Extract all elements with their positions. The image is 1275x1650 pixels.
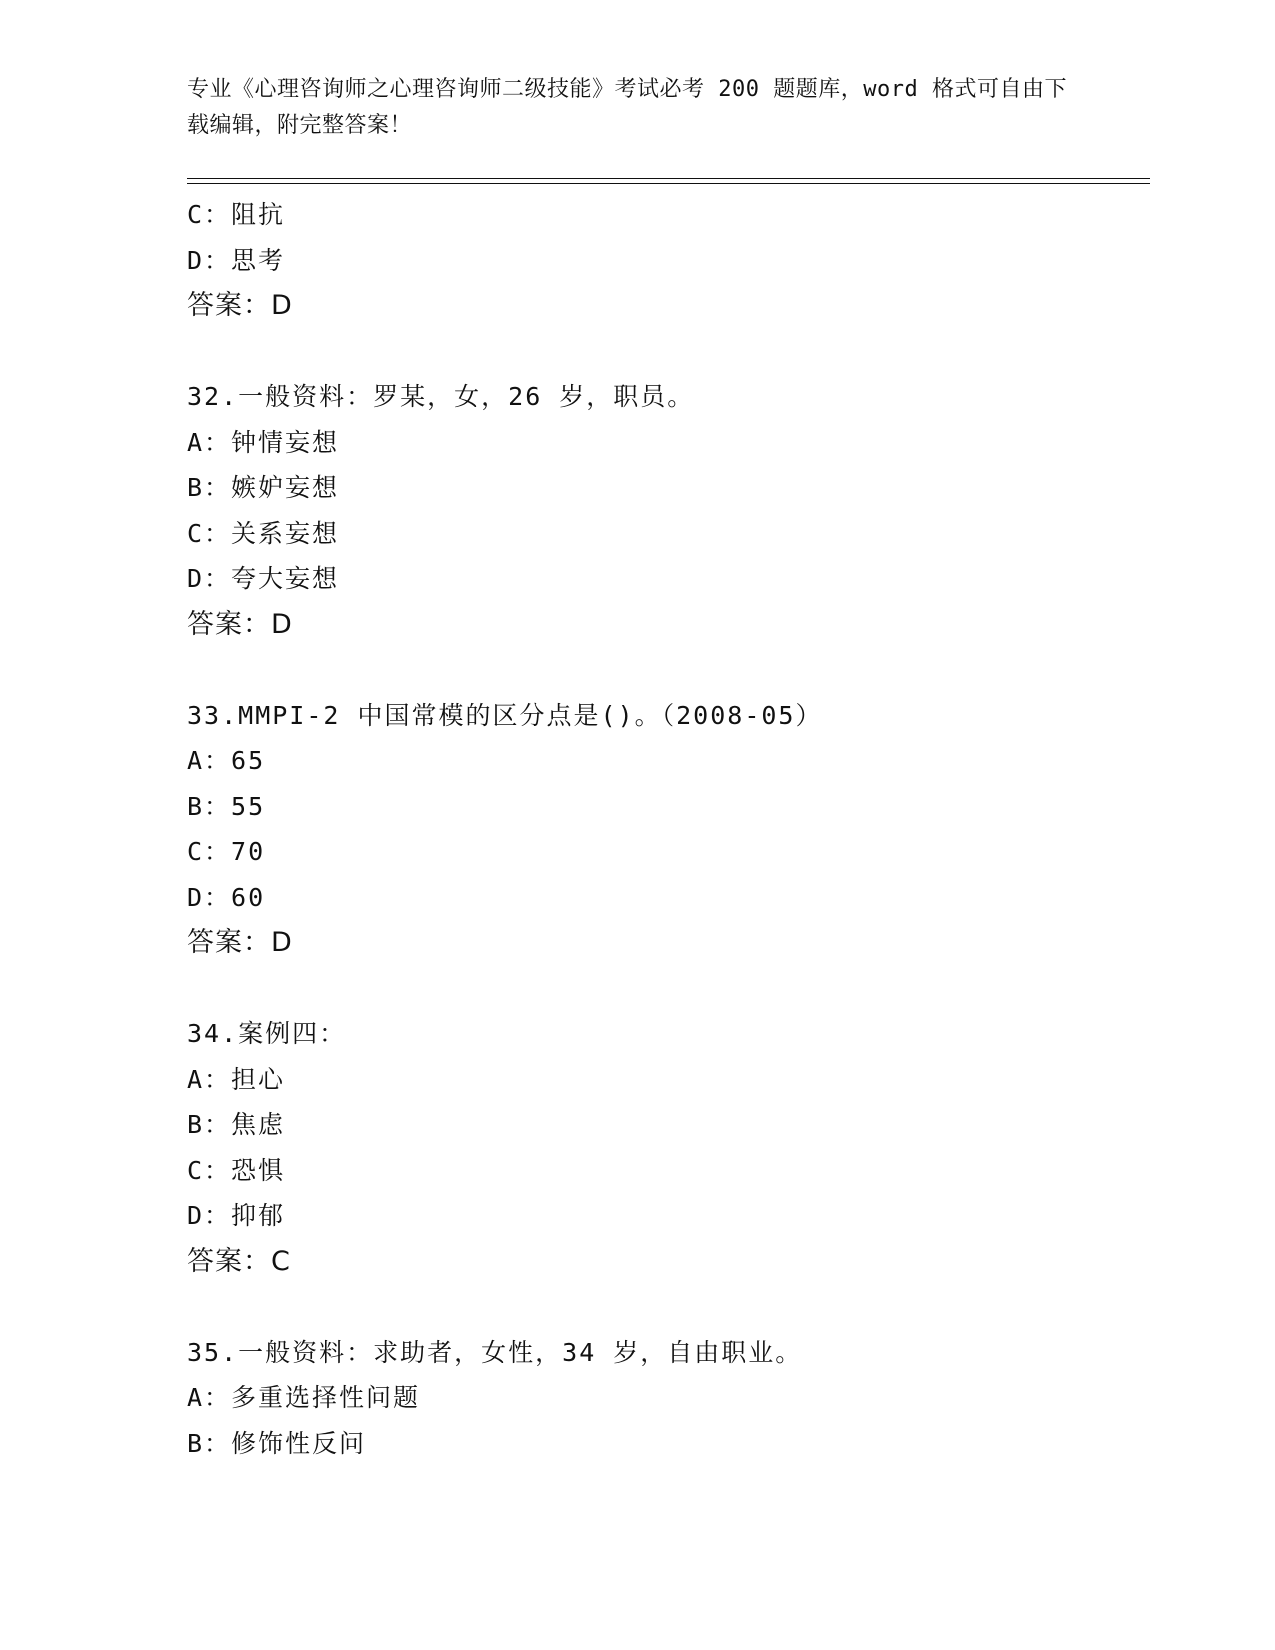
spacer	[187, 647, 1150, 693]
spacer	[187, 329, 1150, 375]
option-c: C：恐惧	[187, 1155, 286, 1185]
option-a: A：担心	[187, 1064, 286, 1094]
option-d: D：夸大妄想	[187, 564, 340, 593]
answer: 答案：D	[187, 608, 293, 640]
question-stem: 32.一般资料：罗某，女，26 岁，职员。	[187, 382, 695, 411]
option-c: C：阻抗	[187, 200, 286, 229]
spacer	[187, 966, 1150, 1012]
option-b: B：修饰性反问	[187, 1428, 367, 1458]
header-rule-bottom	[187, 183, 1150, 184]
answer: 答案：D	[187, 290, 293, 321]
option-d: D：思考	[187, 245, 286, 275]
option-b: B：嫉妒妄想	[187, 473, 340, 502]
spacer	[187, 1284, 1150, 1330]
option-a: A：钟情妄想	[187, 427, 340, 457]
question-33	[187, 693, 1150, 966]
question-31-continued	[187, 192, 1150, 329]
document-header: 专业《心理咨询师之心理咨询师二级技能》考试必考 200 题题库，word 格式可自由下载编辑，附完整答案！	[187, 77, 1067, 138]
option-a: A：65	[187, 746, 266, 775]
option-d: D：60	[187, 882, 266, 912]
option-c: C：关系妄想	[187, 518, 340, 548]
question-35	[187, 1330, 1150, 1467]
option-c: C：70	[187, 837, 266, 866]
option-b: B：焦虑	[187, 1110, 286, 1139]
option-b: B：55	[187, 791, 266, 821]
question-stem: 35.一般资料：求助者，女性，34 岁，自由职业。	[187, 1337, 803, 1367]
answer: 答案：D	[187, 927, 293, 958]
question-stem: 33.MMPI-2 中国常模的区分点是()。（2008-05）	[187, 700, 823, 730]
option-d: D：抑郁	[187, 1201, 286, 1230]
question-34	[187, 1011, 1150, 1284]
question-32	[187, 374, 1150, 647]
answer: 答案：C	[187, 1245, 291, 1277]
question-stem: 34.案例四：	[187, 1019, 347, 1048]
header-rule-top	[187, 178, 1150, 179]
question-list	[187, 192, 1150, 1466]
option-a: A：多重选择性问题	[187, 1383, 421, 1412]
